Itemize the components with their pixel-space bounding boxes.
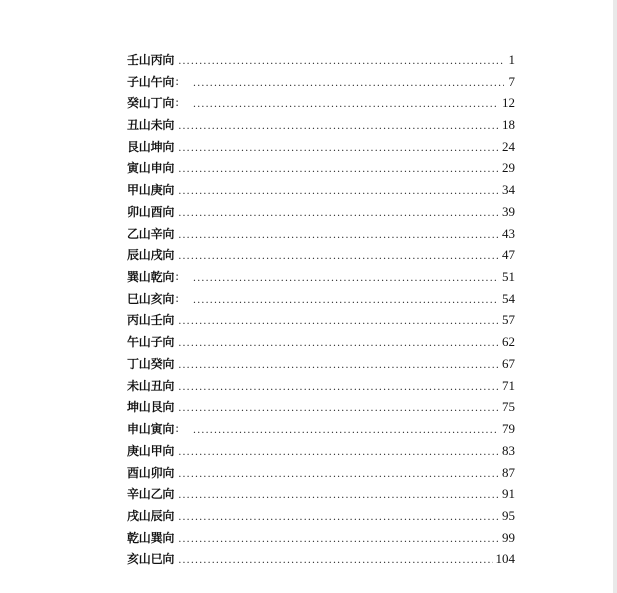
toc-entry[interactable] [127,462,515,484]
toc-entry-title: 艮山坤向 [127,139,175,154]
toc-entry-title: 午山子向 [127,335,175,350]
toc-entry[interactable] [127,92,515,114]
toc-entry[interactable] [127,527,515,549]
toc-entry-title: 未山丑向 [127,378,175,393]
dot-leader [193,424,499,438]
dot-leader [178,511,499,525]
dot-leader [178,446,499,460]
toc-entry-page-number: 75 [502,399,515,415]
toc-entry[interactable] [127,136,515,158]
toc-entry-page-number: 24 [502,138,515,154]
toc-entry-title: 坤山艮向 [127,400,175,415]
dot-leader [193,98,499,112]
toc-entry[interactable] [127,505,515,527]
toc-entry-page-number: 79 [502,421,515,437]
toc-entry[interactable] [127,179,515,201]
toc-entry-title: 甲山庚向 [127,183,175,198]
toc-entry-page-number: 7 [508,73,515,89]
toc-entry-colon: : [175,422,179,436]
toc-entry[interactable] [127,483,515,505]
toc-entry-page-number: 12 [502,95,515,111]
toc-entry-title: 寅山申向 [127,161,175,176]
toc-entry-title: 辰山戌向 [127,248,175,263]
dot-leader [178,337,499,351]
toc-entry[interactable] [127,418,515,440]
toc-entry[interactable] [127,114,515,136]
dot-leader [178,142,499,156]
toc-entry-page-number: 99 [502,529,515,545]
toc-entry-title: 丁山癸向 [127,356,175,371]
toc-entry[interactable] [127,266,515,288]
toc-entry-page-number: 95 [502,507,515,523]
dot-leader [178,120,499,134]
toc-entry[interactable] [127,288,515,310]
dot-leader [178,554,492,568]
toc-entry-title: 申山寅向 [127,422,175,437]
toc-entry-page-number: 62 [502,334,515,350]
toc-entry-colon: : [175,270,179,284]
toc-entry-page-number: 1 [508,51,515,67]
dot-leader [178,359,499,373]
toc-entry-title: 癸山丁向 [127,96,175,111]
toc-entry-title: 辛山乙向 [127,487,175,502]
toc-entry-colon: : [175,74,179,88]
toc-entry-page-number: 71 [502,377,515,393]
toc-entry[interactable] [127,49,515,71]
toc-entry-page-number: 18 [502,117,515,133]
toc-entry[interactable] [127,310,515,332]
toc-entry-page-number: 39 [502,203,515,219]
toc-entry-title: 巳山亥向 [127,291,175,306]
toc-entry-title: 壬山丙向 [127,52,175,67]
dot-leader [178,468,499,482]
dot-leader [178,229,499,243]
toc-entry[interactable] [127,158,515,180]
toc-entry-title: 乙山辛向 [127,226,175,241]
dot-leader [178,315,499,329]
toc-entry-page-number: 91 [502,486,515,502]
dot-leader [193,272,499,286]
toc-entry-page-number: 51 [502,269,515,285]
toc-entry[interactable] [127,201,515,223]
toc-entry-page-number: 29 [502,160,515,176]
toc-entry[interactable] [127,397,515,419]
dot-leader [178,250,499,264]
toc-entry-title: 酉山卯向 [127,465,175,480]
dot-leader [178,381,499,395]
toc-entry-page-number: 104 [495,551,515,567]
toc-entry-title: 巽山乾向 [127,270,175,285]
dot-leader [178,402,499,416]
toc-entry-colon: : [175,291,179,305]
dot-leader [178,207,499,221]
dot-leader [178,185,499,199]
dot-leader [178,55,504,69]
dot-leader [178,533,499,547]
toc-entry-page-number: 54 [502,290,515,306]
toc-entry-title: 丑山未向 [127,118,175,133]
dot-leader [178,489,499,503]
toc-entry-page-number: 43 [502,225,515,241]
dot-leader [193,77,504,91]
toc-entry[interactable] [127,331,515,353]
dot-leader [193,294,499,308]
toc-entry-page-number: 83 [502,442,515,458]
toc-entry-page-number: 47 [502,247,515,263]
toc-entry-page-number: 87 [502,464,515,480]
page-edge [613,0,617,593]
toc-entry[interactable] [127,549,515,571]
toc-entry-title: 乾山巽向 [127,530,175,545]
toc-entry-title: 庚山甲向 [127,443,175,458]
toc-entry[interactable] [127,440,515,462]
toc-entry[interactable] [127,223,515,245]
toc-entry[interactable] [127,353,515,375]
toc-entry-title: 子山午向 [127,74,175,89]
table-of-contents [127,49,515,570]
toc-entry-page-number: 67 [502,355,515,371]
toc-entry-title: 亥山巳向 [127,552,175,567]
toc-entry-page-number: 57 [502,312,515,328]
toc-entry-page-number: 34 [502,182,515,198]
toc-entry-title: 戌山辰向 [127,508,175,523]
toc-entry[interactable] [127,244,515,266]
toc-entry[interactable] [127,71,515,93]
toc-entry-colon: : [175,96,179,110]
dot-leader [178,163,499,177]
toc-entry-title: 丙山壬向 [127,313,175,328]
toc-entry-title: 卯山酉向 [127,204,175,219]
toc-entry[interactable] [127,375,515,397]
